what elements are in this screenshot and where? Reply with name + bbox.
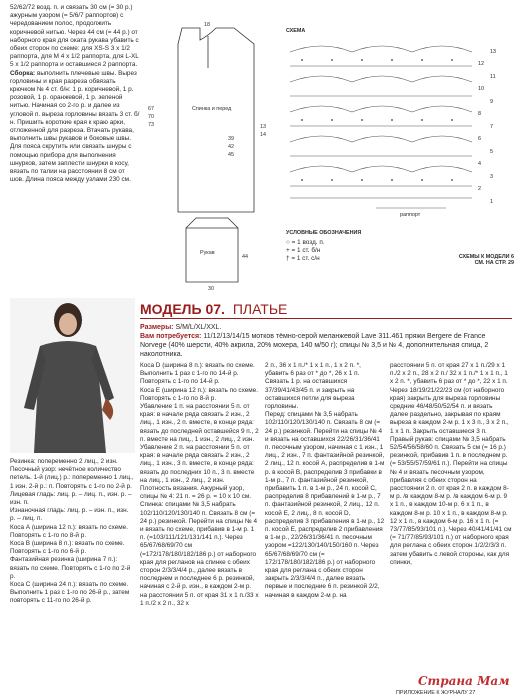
text-column-3: 2 п., 36 х 1 п./* 1 х 1 п., 1 х 2 п. *, убавить 6 раз от * до *, 26 х 1 п. Связать 1 р. на оставшихся 37/39/41/43/45 п. и закрыть на оставшихся петли для выреза горловины. Перед: спицами № 3,5 набрать 102/110/120/130/140 п. Связать 8 см (= 24 р.) резинкой. Перейти на спицы № 4 и вязать на оставшихся 22/26/31/36/41 п. песочным узором, начиная с 1 изн., 1 лиц., 2 изн., 7 п. фантазийной резинкой, 2 лиц., 12 п. косой А, распределив в 1-м р. в косой В, распределив 3 прибавки в 1-м р., 7 п. фантазийной резинкой, прибавить 1 п. в 1-м р., 24 п. косой С, распределив 8 прибавлений в 1-м р., 7 п. фантазийной резинкой, 2 лиц., 12 п. косой Е, 2 лиц., 8 п. косой D, распределив 3 прибавления в 1-м р., 12 п. косой Е, распределив 2 прибавления в 1-м р., 22/26/31/36/41 п. песочным узором =122/130/140/150/160 п. Через 65/67/68/69/70 см (= 172/178/180/182/186 р.) от наборного края для реглана с обеих сторон закрыть 2/3/3/4/4 п., далее вязать первые и последние 6 п. резинкой 2/2, начиная в каждом 2-м р. на — [265, 362, 385, 599]
pattern-right-height-2: 42 — [228, 144, 234, 150]
materials-line — [140, 332, 512, 359]
schema-row-8: 8 — [478, 111, 481, 117]
schema-row-10: 10 — [478, 86, 484, 92]
schema-row-5: 5 — [490, 149, 493, 155]
assembly-paragraph — [10, 70, 140, 185]
text-column-1: Резинка: попеременно 2 лиц., 2 изн. Песочный узор: нечётное количество петель. 1-й (лиц.) р.: попеременно 1 лиц., 1 изн. 2-й р.: п. Повторять с 1-го по 2-й р. Лицевая гладь: лиц. р. – лиц. п., изн. р. – изн. п. Изнаночная гладь: лиц. р. – изн. п., изн. р. – лиц. п. Коса А (ширина 12 п.): вязать по схеме. Повторять с 1-го по 8-й р. Коса В (ширина 8 п.): вязать по схеме. Повторять с 1-го по 6-й р. Фантазийная резинка (ширина 7 п.): вязать по схеме. Повторять с 1-го по 2-й р. Коса С (ширина 24 п.): вязать по схеме. Выполнить 1 раз с 1-го по 26-й р., затем повторять с 11-го по 26-й р. — [10, 458, 134, 605]
materials-value: 11/12/13/14/15 мотков тёмно-серой меланжевой Lave 311.461 пряжи Bergere de France Norvege (40% шерсти, 40% акрила, 20% мохера, 140 м/50 г); спицы № 3,5 и № 4, дополнительная спица, 2 наколотника. — [140, 333, 489, 358]
schema-row-3: 3 — [490, 174, 493, 180]
text-column-4: расстоянии 5 п. от края 27 х 1 п./29 х 1 п./2 х 2 п., 28 х 2 п./ 32 х 1 п./* 1 х 1 п., 1 х 2 п. *, убавить 6 раз от * до *, 22 х 1 п. Через 18/19/21/22/23 см (от наборного края) закрыть для выреза горловины средние 46/48/50/52/54 п. и вязать далее раздельно, закрывая по краям выреза в каждом 2-м р. 1 х 3 п., 3 х 2 п., 1 х 1 п. Закрыть оставшиеся 3 п. Правый рукав: спицами № 3,5 набрать 52/54/56/58/60 п. Связать 5 см (= 16 р.) резинкой, прибавив 1 п. в последнем р. (= 53/55/57/59/61 п.). Перейти на спицы № 4 и вязать песочным узором, прибавляя с обеих сторон на расстоянии 2 п. от края 2 п. в каждом 8-м р. /в каждом 8-м р. /в каждом 6-м р. 9 х 1 п., в каждом 10-м р. 6 х 1 п., в каждом 8-м р. 10 х 1 п., в каждом 8-м р. 12 х 1 п., в каждом 6-м р. 16 х 1 п. (= 73/77/85/93/101 п.). Через 40/41/41/41 см (= 71/77/85/93/101 п.) от наборного края для реглана с обеих сторон 1/2/2/3/3 п. затем убавить с левой стороны, как для спинки, — [390, 362, 512, 566]
schema-row-9: 9 — [490, 99, 493, 105]
pattern-width-label: 18 — [204, 22, 210, 28]
pattern-sleeve-label: Рукав — [200, 250, 215, 256]
assembly-text: выполнить плечевые швы. Вырез горловины и края разреза обвязать крючком № 4 ст. б/н: 1 р. коричневой, 1 р. розовой, 1 р. оранжевой, 1 р. зеленой нитью. Начиная со 2-го р. и далее из угловой п. выреза горловины вязать 3 ст. б/н. Пришить короткие края к краю арки, отложенной для разреза. Втачать рукава, выполнить швы рукавов и боковые швы. Для пояса скрутить или связать шнуры с помощью прибора для выполнения шнурков, затем заплести шнурки в косу, вязать по талии на расстоянии 8 см от шов. Длина пояса между узлами 230 см. — [10, 69, 140, 184]
model-type: ПЛАТЬЕ — [232, 301, 288, 317]
pattern-right-height-3: 45 — [228, 152, 234, 158]
model-photo — [10, 298, 135, 453]
schema-row-12: 12 — [478, 61, 484, 67]
schema-row-7: 7 — [490, 124, 493, 130]
chain-stitch-icon: ○ — [286, 239, 292, 246]
pattern-right-small-1: 13 — [260, 124, 266, 130]
pattern-left-height-2: 70 — [148, 114, 154, 120]
legend-title: УСЛОВНЫЕ ОБОЗНАЧЕНИЯ — [286, 230, 362, 236]
sizes-line — [140, 323, 512, 332]
materials-label: Вам потребуется: — [140, 333, 202, 340]
sizes-value: S/M/L/XL/XXL. — [175, 324, 222, 331]
single-crochet-icon: + — [286, 247, 292, 254]
intro-text-column — [10, 4, 140, 184]
schema-row-2: 2 — [478, 186, 481, 192]
pattern-right-small-2: 14 — [260, 132, 266, 138]
schema-row-6: 6 — [478, 136, 481, 142]
dress-photo-icon — [10, 298, 135, 453]
title-rule — [140, 318, 512, 319]
schema-row-1: 1 — [490, 199, 493, 205]
legend-item-chain: ○ = 1 возд. п. — [286, 239, 325, 246]
page-footer: ПРИЛОЖЕНИЕ К ЖУРНАЛУ 27 — [396, 690, 476, 696]
legend — [286, 230, 426, 263]
schema-repeat-label: раппорт — [400, 212, 421, 218]
pattern-right-height-1: 39 — [228, 136, 234, 142]
crochet-schema — [282, 28, 512, 218]
pattern-sleeve-width: 44 — [242, 254, 248, 260]
schema-row-labels-right — [490, 40, 496, 215]
legend-item-sc: + = 1 ст. б/н — [286, 247, 321, 254]
model-title — [140, 301, 287, 317]
pattern-left-height-3: 73 — [148, 122, 154, 128]
schema-row-4: 4 — [478, 161, 481, 167]
intro-paragraph: 52/62/72 возд. п. и связать 30 см (= 30 р.) ажурным узором (= 5/6/7 раппортов) с чередованием полос, продолжить коричневой нитью. Через 44 см (= 44 р.) от наборного края для оката рукава убавить с обеих сторон по схеме: для XS-S 3 х 1/2 раппорта, для M 4 х 1/2 раппорта, для L-XL 5 х 1/2 раппорта и оставшиеся 2 раппорта. — [10, 4, 139, 69]
sizes-label: Размеры: — [140, 324, 174, 331]
model-number: МОДЕЛЬ 07. — [140, 301, 225, 317]
schemes-note: СХЕМЫ К МОДЕЛИ 6 СМ. НА СТР. 29 — [458, 254, 514, 266]
assembly-label: Сборка: — [10, 69, 36, 77]
pattern-left-height-1: 67 — [148, 106, 154, 112]
garment-pattern-diagram — [142, 22, 272, 297]
schema-row-13: 13 — [490, 49, 496, 55]
schema-title: СХЕМА — [286, 28, 306, 34]
schema-row-labels-left — [478, 52, 484, 202]
pattern-body-label: Спинка и перед — [192, 106, 232, 112]
double-crochet-icon: † — [286, 255, 292, 262]
pattern-sleeve-height: 30 — [208, 286, 214, 292]
text-column-2: Коса D (ширина 8 п.): вязать по схеме. Выполнить 1 раз с 1-го по 14-й р. Повторять с 1-го по 14-й р. Коса Е (ширина 12 п.): вязать по схеме. Повторять с 1-го по 8-й р. Убавление 1 п. на расстоянии 5 п. от края: в начале ряда связать 2 изн., 2 лиц., 1 изн., 2 п. вместе, в конце ряда: вязать до последней оставшейся 9 п., 2 п. вместе на лиц., 1 изн., 2 лиц., 2 изн. Убавление 2 п. на расстоянии 5 п. от края: в начале ряда связать 2 изн., 2 лиц., 1 изн., 3 п. вместе, в конце ряда: вязать до последних 10 п., 3 п. вместе на лиц., 1 изн., 2 лиц., 2 изн. Плотность вязания. Ажурный узор, спицы № 4: 21 п. = 26 р. = 10 х 10 см. Спинка: спицами № 3,5 набрать 102/110/120/130/140 п. Связать 8 см (= 24 р.) резинкой. Перейти на спицы № 4 и вязать по схеме, прибавив в 1-м р. 1 п. (=103/111/121/131/141 п.). Через 65/67/68/69/70 см (=172/178/180/182/186 р.) от наборного края для регланов на спинке с обеих сторон 2/3/3/4/4 р., далее вязать в последнем и последнее 6 р. резинкой, начиная с 2-й р. изн., в каждом 2-м р. на расстоянии 5 п. от края 31 х 1 п./33 х 1 п./2 х 2 п., 32 х — [140, 362, 259, 607]
legend-item-dc: † = 1 ст. с/н — [286, 255, 320, 262]
model-specs — [140, 323, 512, 359]
schema-row-11: 11 — [490, 74, 496, 80]
watermark-logo: Страна Мам — [418, 674, 510, 688]
